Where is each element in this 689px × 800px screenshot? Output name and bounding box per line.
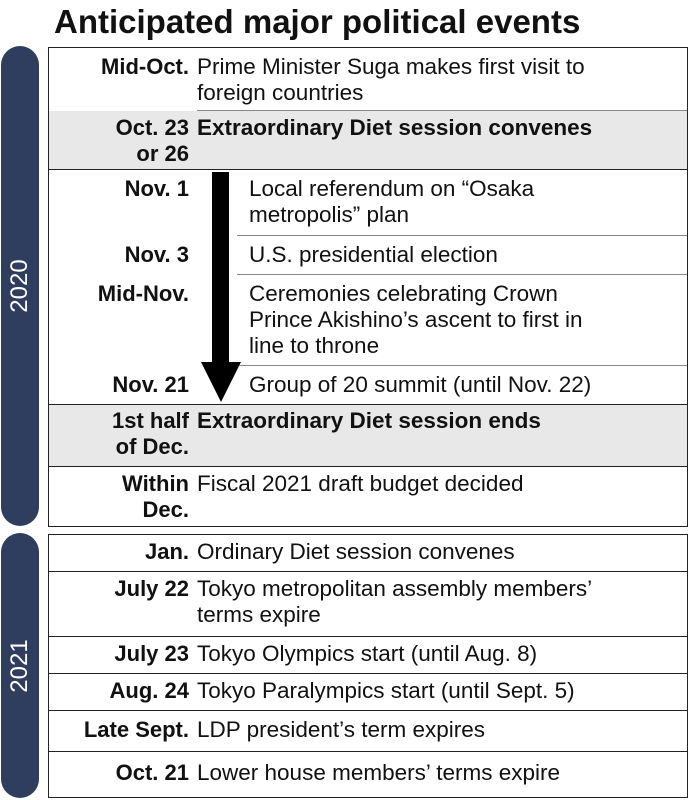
event-date: Nov. 3 <box>124 242 189 267</box>
event-text: foreign countries <box>197 80 364 105</box>
event-text: Extraordinary Diet session convenes <box>197 115 593 140</box>
event-text: terms expire <box>197 602 321 627</box>
event-text: Prince Akishino’s ascent to first in <box>249 307 583 332</box>
table-row <box>49 170 687 234</box>
event-date: 1st half <box>111 408 189 433</box>
year-2021-label: 2021 <box>6 638 33 693</box>
year-2020-label: 2020 <box>6 259 33 313</box>
table-row <box>49 467 687 525</box>
events-2021-table <box>48 534 688 798</box>
table-row <box>49 572 687 636</box>
event-date: of Dec. <box>115 434 189 459</box>
table-row <box>49 404 687 466</box>
table-row <box>49 366 687 404</box>
event-date: Dec. <box>142 497 189 522</box>
event-text: Lower house members’ terms expire <box>197 760 561 785</box>
table-row <box>49 275 687 365</box>
event-text: Tokyo Olympics start (until Aug. 8) <box>197 641 538 666</box>
event-date: Within <box>122 471 189 496</box>
down-arrow-icon <box>201 172 241 402</box>
event-date: Nov. 21 <box>112 372 189 397</box>
event-text: Ceremonies celebrating Crown <box>249 281 558 306</box>
event-text: metropolis” plan <box>249 202 410 227</box>
event-date: Oct. 23 <box>115 115 189 140</box>
year-2020-bar <box>1 46 39 526</box>
table-row <box>49 535 687 571</box>
table-row <box>49 236 687 274</box>
event-date: July 23 <box>114 641 189 666</box>
event-date: Mid-Oct. <box>101 54 189 79</box>
event-date: Nov. 1 <box>124 176 189 201</box>
table-row <box>49 674 687 710</box>
event-text: LDP president’s term expires <box>197 717 486 742</box>
page-title: Anticipated major political events <box>54 3 581 40</box>
row-divider <box>49 169 687 170</box>
event-date: Mid-Nov. <box>97 281 189 306</box>
events-2020-table <box>48 47 688 527</box>
event-date: July 22 <box>114 576 189 601</box>
event-date: Aug. 24 <box>109 678 189 703</box>
event-text: Group of 20 summit (until Nov. 22) <box>249 372 592 397</box>
table-row <box>49 752 687 796</box>
event-text: Tokyo Paralympics start (until Sept. 5) <box>197 678 575 703</box>
table-row <box>49 48 687 110</box>
event-text: Local referendum on “Osaka <box>249 176 535 201</box>
event-date: or 26 <box>136 141 189 166</box>
event-date: Late Sept. <box>83 717 189 742</box>
table-row <box>49 637 687 673</box>
event-text: Fiscal 2021 draft budget decided <box>197 471 524 496</box>
event-text: line to throne <box>249 333 380 358</box>
event-date: Oct. 21 <box>115 760 189 785</box>
event-text: Prime Minister Suga makes first visit to <box>197 54 585 79</box>
year-2021-bar <box>1 533 39 798</box>
table-row <box>49 711 687 751</box>
event-text: U.S. presidential election <box>249 242 498 267</box>
event-text: Tokyo metropolitan assembly members’ <box>197 576 593 601</box>
event-text: Ordinary Diet session convenes <box>197 539 515 564</box>
row-divider <box>49 404 687 405</box>
event-date: Jan. <box>144 539 189 564</box>
event-text: Extraordinary Diet session ends <box>197 408 541 433</box>
